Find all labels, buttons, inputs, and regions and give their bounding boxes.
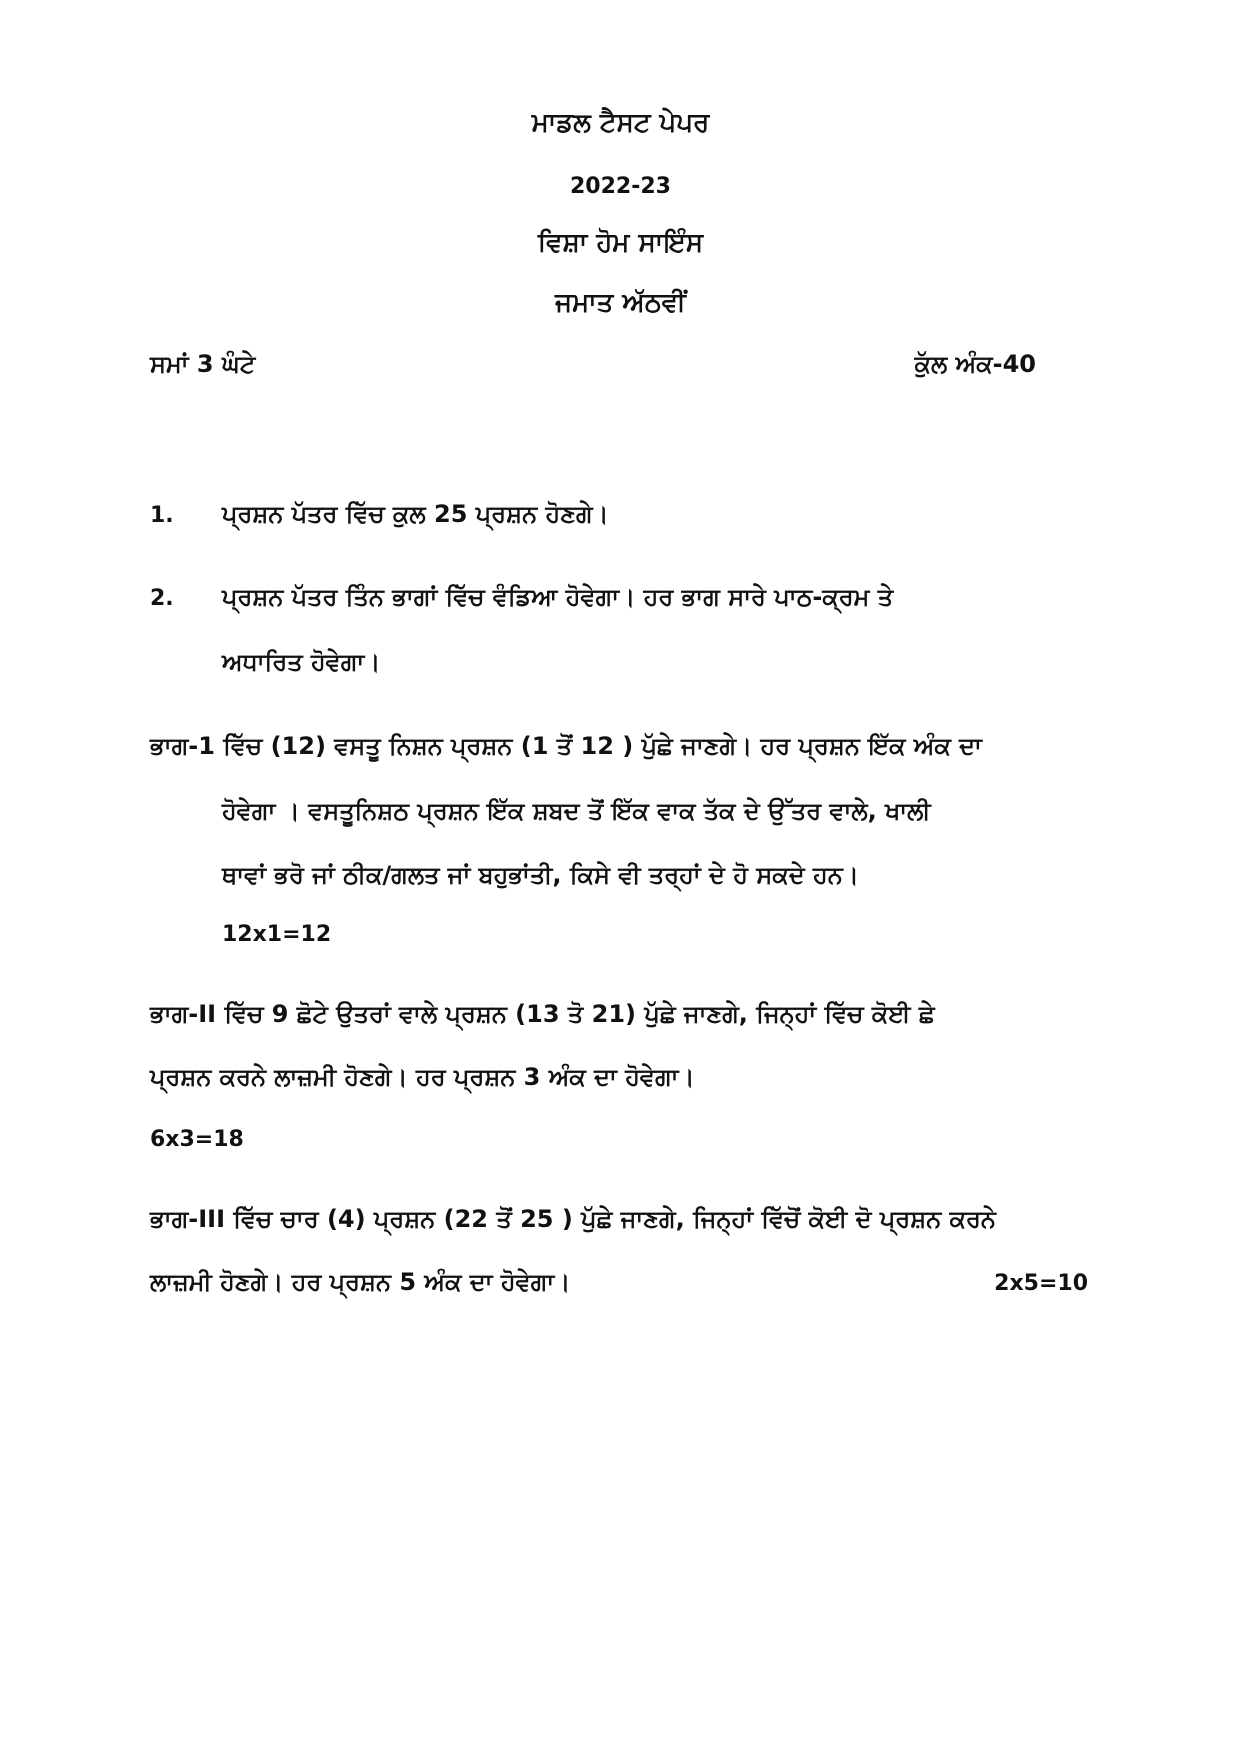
instruction-number: 1. (150, 503, 174, 528)
subject-heading: ਵਿਸ਼ਾ ਹੋਮ ਸਾਇੰਸ (537, 228, 704, 258)
total-marks: ਕੁੱਲ ਅੰਕ-40 (914, 350, 1036, 378)
paper-title: ਮਾਡਲ ਟੈਸਟ ਪੇਪਰ (531, 108, 710, 138)
instruction-text: ਪ੍ਰਸ਼ਨ ਪੱਤਰ ਵਿੱਚ ਕੁਲ 25 ਪ੍ਰਸ਼ਨ ਹੋਣਗੇ। (222, 500, 609, 528)
part2-description-line2: ਪ੍ਰਸ਼ਨ ਕਰਨੇ ਲਾਜ਼ਮੀ ਹੋਣਗੇ। ਹਰ ਪ੍ਰਸ਼ਨ 3 ਅੰਕ ਦਾ ਹੋਵੇਗਾ। (150, 1063, 695, 1091)
part3-description: ਭਾਗ-III ਵਿੱਚ ਚਾਰ (4) ਪ੍ਰਸ਼ਨ (22 ਤੋਂ 25 ) ਪੁੱਛੇ ਜਾਣਗੇ, ਜਿਨ੍ਹਾਂ ਵਿੱਚੋਂ ਕੋਈ ਦੋ ਪ੍ਰਸ਼ਨ ਕਰਨੇ (150, 1205, 996, 1233)
part1-description-line2: ਹੋਵੇਗਾ । ਵਸਤੂਨਿਸ਼ਠ ਪ੍ਰਸ਼ਨ ਇੱਕ ਸ਼ਬਦ ਤੋਂ ਇੱਕ ਵਾਕ ਤੱਕ ਦੇ ਉੱਤਰ ਵਾਲੇ, ਖਾਲੀ (222, 797, 931, 825)
instruction-number: 2. (150, 586, 174, 611)
part3-marks: 2x5=10 (994, 1271, 1088, 1296)
instruction-text-continued: ਅਧਾਰਿਤ ਹੋਵੇਗਾ। (222, 648, 381, 676)
part1-marks: 12x1=12 (222, 922, 332, 947)
part1-description: ਭਾਗ-1 ਵਿੱਚ (12) ਵਸਤੂ ਨਿਸ਼ਨ ਪ੍ਰਸ਼ਨ (1 ਤੋਂ 12 ) ਪੁੱਛੇ ਜਾਣਗੇ। ਹਰ ਪ੍ਰਸ਼ਨ ਇੱਕ ਅੰਕ ਦਾ (150, 732, 982, 760)
instruction-text: ਪ੍ਰਸ਼ਨ ਪੱਤਰ ਤਿੰਨ ਭਾਗਾਂ ਵਿੱਚ ਵੰਡਿਆ ਹੋਵੇਗਾ। ਹਰ ਭਾਗ ਸਾਰੇ ਪਾਠ-ਕ੍ਰਮ ਤੇ (222, 583, 894, 611)
part3-description-line2: ਲਾਜ਼ਮੀ ਹੋਣਗੇ। ਹਰ ਪ੍ਰਸ਼ਨ 5 ਅੰਕ ਦਾ ਹੋਵੇਗਾ। (150, 1268, 571, 1296)
paper-year: 2022-23 (570, 174, 671, 199)
time-allowed: ਸਮਾਂ 3 ਘੰਟੇ (150, 350, 256, 378)
part2-description: ਭਾਗ-II ਵਿੱਚ 9 ਛੋਟੇ ਉਤਰਾਂ ਵਾਲੇ ਪ੍ਰਸ਼ਨ (13 ਤੋ 21) ਪੁੱਛੇ ਜਾਣਗੇ, ਜਿਨ੍ਹਾਂ ਵਿੱਚ ਕੋਈ ਛੇ (150, 1000, 935, 1028)
part2-marks: 6x3=18 (150, 1127, 244, 1152)
part1-description-line3: ਥਾਵਾਂ ਭਰੋ ਜਾਂ ਠੀਕ/ਗਲਤ ਜਾਂ ਬਹੁਭਾਂਤੀ, ਕਿਸੇ ਵੀ ਤਰ੍ਹਾਂ ਦੇ ਹੋ ਸਕਦੇ ਹਨ। (222, 861, 859, 889)
class-heading: ਜਮਾਤ ਅੱਠਵੀਂ (555, 288, 686, 318)
